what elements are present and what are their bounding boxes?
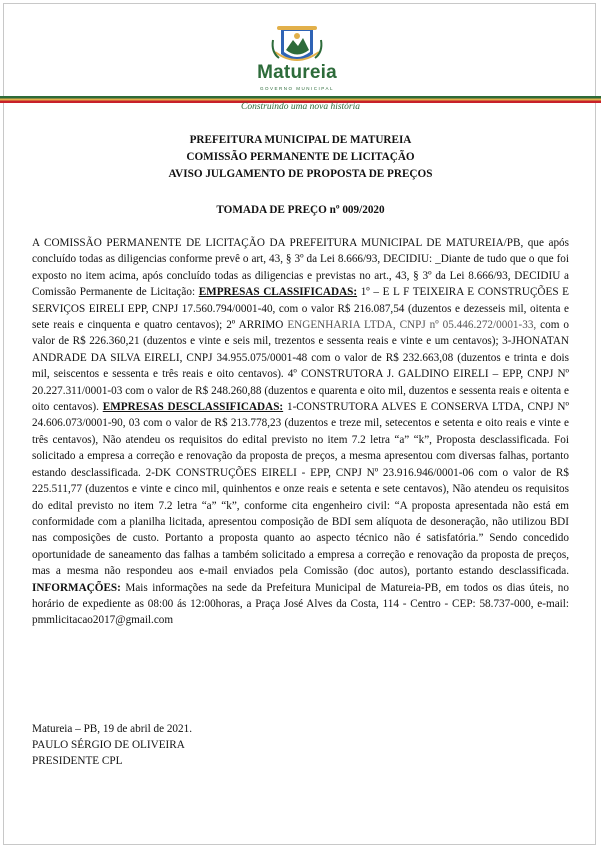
classificadas-list-gray: ENGENHARIA LTDA, CNPJ nº 05.446.272/0001-33,	[287, 319, 537, 332]
letterhead	[0, 0, 601, 120]
brand-name: Matureia	[257, 62, 337, 83]
classificadas-list-part1: 1º – E L F TEIXEIRA E CONSTRUÇÕES E SERVIÇOS EIRELI EPP, CNPJ 17.560.794/0001-40, com o valor R$ 216.087,54 (duzentos e dezesseis mil, oitenta e sete reais e cinquenta e quatro centavos); 2º ARRIMO	[32, 286, 569, 332]
desclassificadas-heading: EMPRESAS DESCLASSIFICADAS:	[102, 401, 284, 414]
title-comissao: COMISSÃO PERMANENTE DE LICITAÇÃO	[186, 151, 415, 163]
title-tomada-preco: TOMADA DE PREÇO nº 009/2020	[216, 204, 385, 216]
informacoes-text: Mais informações na sede da Prefeitura Municipal de Matureia-PB, em todos os dias úteis, no horário de expediente as 08:00 ás 12:00horas, a Praça José Alves da Costa, 114 - Centro - CEP: 58.737-000, e-mail: pmmlicitacao2017@gmail.com	[32, 581, 569, 627]
signature-name: PAULO SÉRGIO DE OLIVEIRA	[32, 739, 185, 751]
signature-date: Matureia – PB, 19 de abril de 2021.	[32, 723, 193, 735]
informacoes-heading: INFORMAÇÕES:	[32, 581, 121, 594]
notice-body	[32, 235, 569, 629]
title-prefeitura: PREFEITURA MUNICIPAL DE MATUREIA	[189, 134, 412, 146]
desclassificadas-list: 1-CONSTRUTORA ALVES E CONSERVA LTDA, CNPJ Nº 24.606.073/0001-90, 03 com o valor de R$ 213.778,23 (duzentos e treze mil, setecentos e setenta e oito reais e vinte e três centavos), Não atendeu os requisitos do edital previsto no item 7.2 letra “a” “k”, Proposta desclassificada. Foi solicitado a empresa a correção e renovação da proposta de preços, a mesma apresentou com diversas falhas, portanto estando desclassificada. 2-DK CONSTRUÇÕES EIRELI - EPP, CNPJ Nº 23.916.946/0001-06 com o valor de R$ 225.511,77 (duzentos e vinte e cinco mil, quinhentos e onze reais e setenta e sete centavos), Não atendeu os requisitos do edital previsto no item 7.2 letra “a” “k”, conforme cita engenheiro civil: “A proposta apresentada não está em conformidade com a planilha licitada, apresentou composição de BDI sem alíquota de desoneração, não utilizou BDI nas composições de custo. Portanto a proposta quanto ao aspecto técnico não é satisfatória.” Sendo concedido oportunidade de saneamento das falhas a também solicitado a empresa a correção e renovação da proposta de preços, mas a mesma não respondeu aos e-mail enviados pela Comissão (doc autos), portanto estando desclassificada.	[32, 401, 569, 578]
classificadas-list-part2: com o valor de R$ 226.360,21 (duzentos e vinte e seis mil, trezentos e sessenta reais e vinte e um centavos); 3-JHONATAN ANDRADE DA SILVA EIRELI, CNPJ 34.955.075/0001-48 com o valor de R$ 232.663,08 (duzentos e trinta e dois mil, seiscentos e sessenta e três reais e oito centavos). 4º CONSTRUTORA J. GALDINO EIRELI – EPP, CNPJ Nº 20.227.311/0001-03 com o valor de R$ 248.260,88 (duzentos e quarenta e oito mil, duzentos e sessenta reais e oitenta e oito centavos).	[32, 319, 569, 414]
signature-role: PRESIDENTE CPL	[32, 755, 123, 767]
title-aviso: AVISO JULGAMENTO DE PROPOSTA DE PREÇOS	[168, 168, 433, 180]
brand-subtitle: GOVERNO MUNICIPAL	[260, 86, 334, 91]
slogan: Construindo uma nova história	[240, 102, 361, 112]
classificadas-heading: EMPRESAS CLASSIFICADAS:	[198, 286, 358, 299]
paragraph-intro: A COMISSÃO PERMANENTE DE LICITAÇÃO DA PREFEITURA MUNICIPAL DE MATUREIA/PB, que após concluído todas as diligencias conforme prevê o art, 43, § 3º da Lei 8.666/93, DECIDIU: _Diante de tudo que o que foi exposto no item acima, após concluído todas as diligencias e previstas no art., 43, § 3º da Lei 8.666/93, DECIDIU a Comissão Permanente de Licitação:	[32, 237, 569, 299]
